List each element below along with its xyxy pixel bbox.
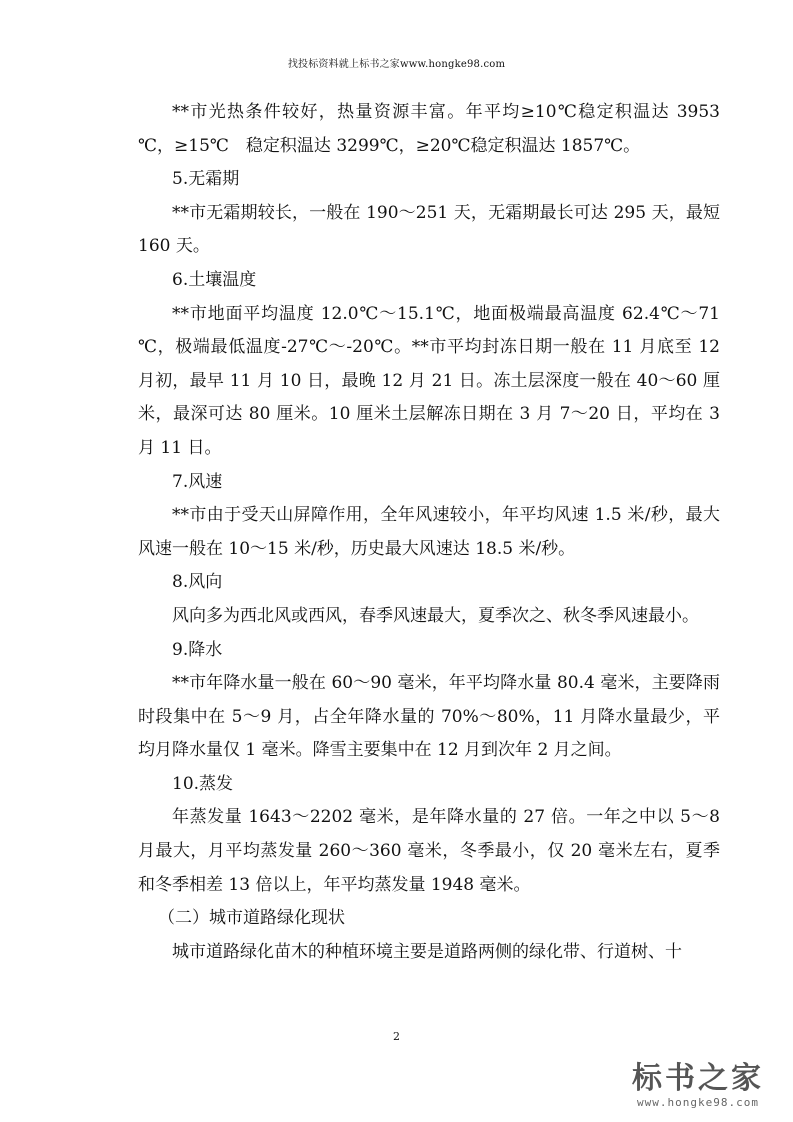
- watermark-url: www.hongke98.com: [637, 1096, 759, 1109]
- heading-soil-temperature: 6.土壤温度: [172, 269, 257, 290]
- document-body: [138, 96, 720, 969]
- paragraph-frost-free-period: **市无霜期较长，一般在 190～251 天，无霜期最长可达 295 天，最短 160 天。: [138, 202, 720, 257]
- page-header: 找投标资料就上标书之家www.hongke98.com: [287, 59, 506, 70]
- heading-precipitation: 9.降水: [172, 639, 223, 660]
- paragraph-precipitation: **市年降水量一般在 60～90 毫米，年平均降水量 80.4 毫米，主要降雨时段集中在 5～9 月，占全年降水量的 70%～80%，11 月降水量最少，平均月降水量仅 1 毫米。降雪主要集中在 12 月到次年 2 月之间。: [138, 673, 720, 761]
- page-number: 2: [393, 1030, 400, 1043]
- heading-evaporation: 10.蒸发: [172, 773, 234, 794]
- paragraph-wind-speed: **市由于受天山屏障作用，全年风速较小，年平均风速 1.5 米/秒，最大风速一般在 10～15 米/秒，历史最大风速达 18.5 米/秒。: [138, 505, 720, 559]
- paragraph-heat-resources: **市光热条件较好，热量资源丰富。年平均≥10℃稳定积温达 3953 ℃，≥15℃ 稳定积温达 3299℃，≥20℃稳定积温达 1857℃。: [138, 102, 720, 156]
- heading-wind-direction: 8.风向: [172, 572, 223, 593]
- paragraph-wind-direction: 风向多为西北风或西风，春季风速最大，夏季次之、秋冬季风速最小。: [172, 605, 699, 626]
- section-heading-road-greening: （二）城市道路绿化现状: [158, 908, 345, 929]
- paragraph-evaporation: 年蒸发量 1643～2202 毫米，是年降水量的 27 倍。一年之中以 5～8 月最大，月平均蒸发量 260～360 毫米，冬季最小，仅 20 毫米左右，夏季和冬季相差 13 倍以上，年平均蒸发量 1948 毫米。: [138, 807, 720, 895]
- watermark-title: 标书之家: [632, 1061, 764, 1096]
- paragraph-soil-temperature: **市地面平均温度 12.0℃～15.1℃，地面极端最高温度 62.4℃～71 ℃，极端最低温度-27℃～-20℃。**市平均封冻日期一般在 11 月底至 12 月初，最早 11 月 10 日，最晚 12 月 21 日。冻土层深度一般在 40～60 厘米，最深可达 80 厘米。10 厘米土层解冻日期在 3 月 7～20 日，平均在 3 月 11 日。: [138, 303, 720, 458]
- paragraph-road-greening: 城市道路绿化苗木的种植环境主要是道路两侧的绿化带、行道树、十: [172, 941, 682, 962]
- heading-frost-free-period: 5.无霜期: [172, 169, 240, 190]
- watermark-logo: [623, 1062, 773, 1110]
- heading-wind-speed: 7.风速: [172, 471, 223, 492]
